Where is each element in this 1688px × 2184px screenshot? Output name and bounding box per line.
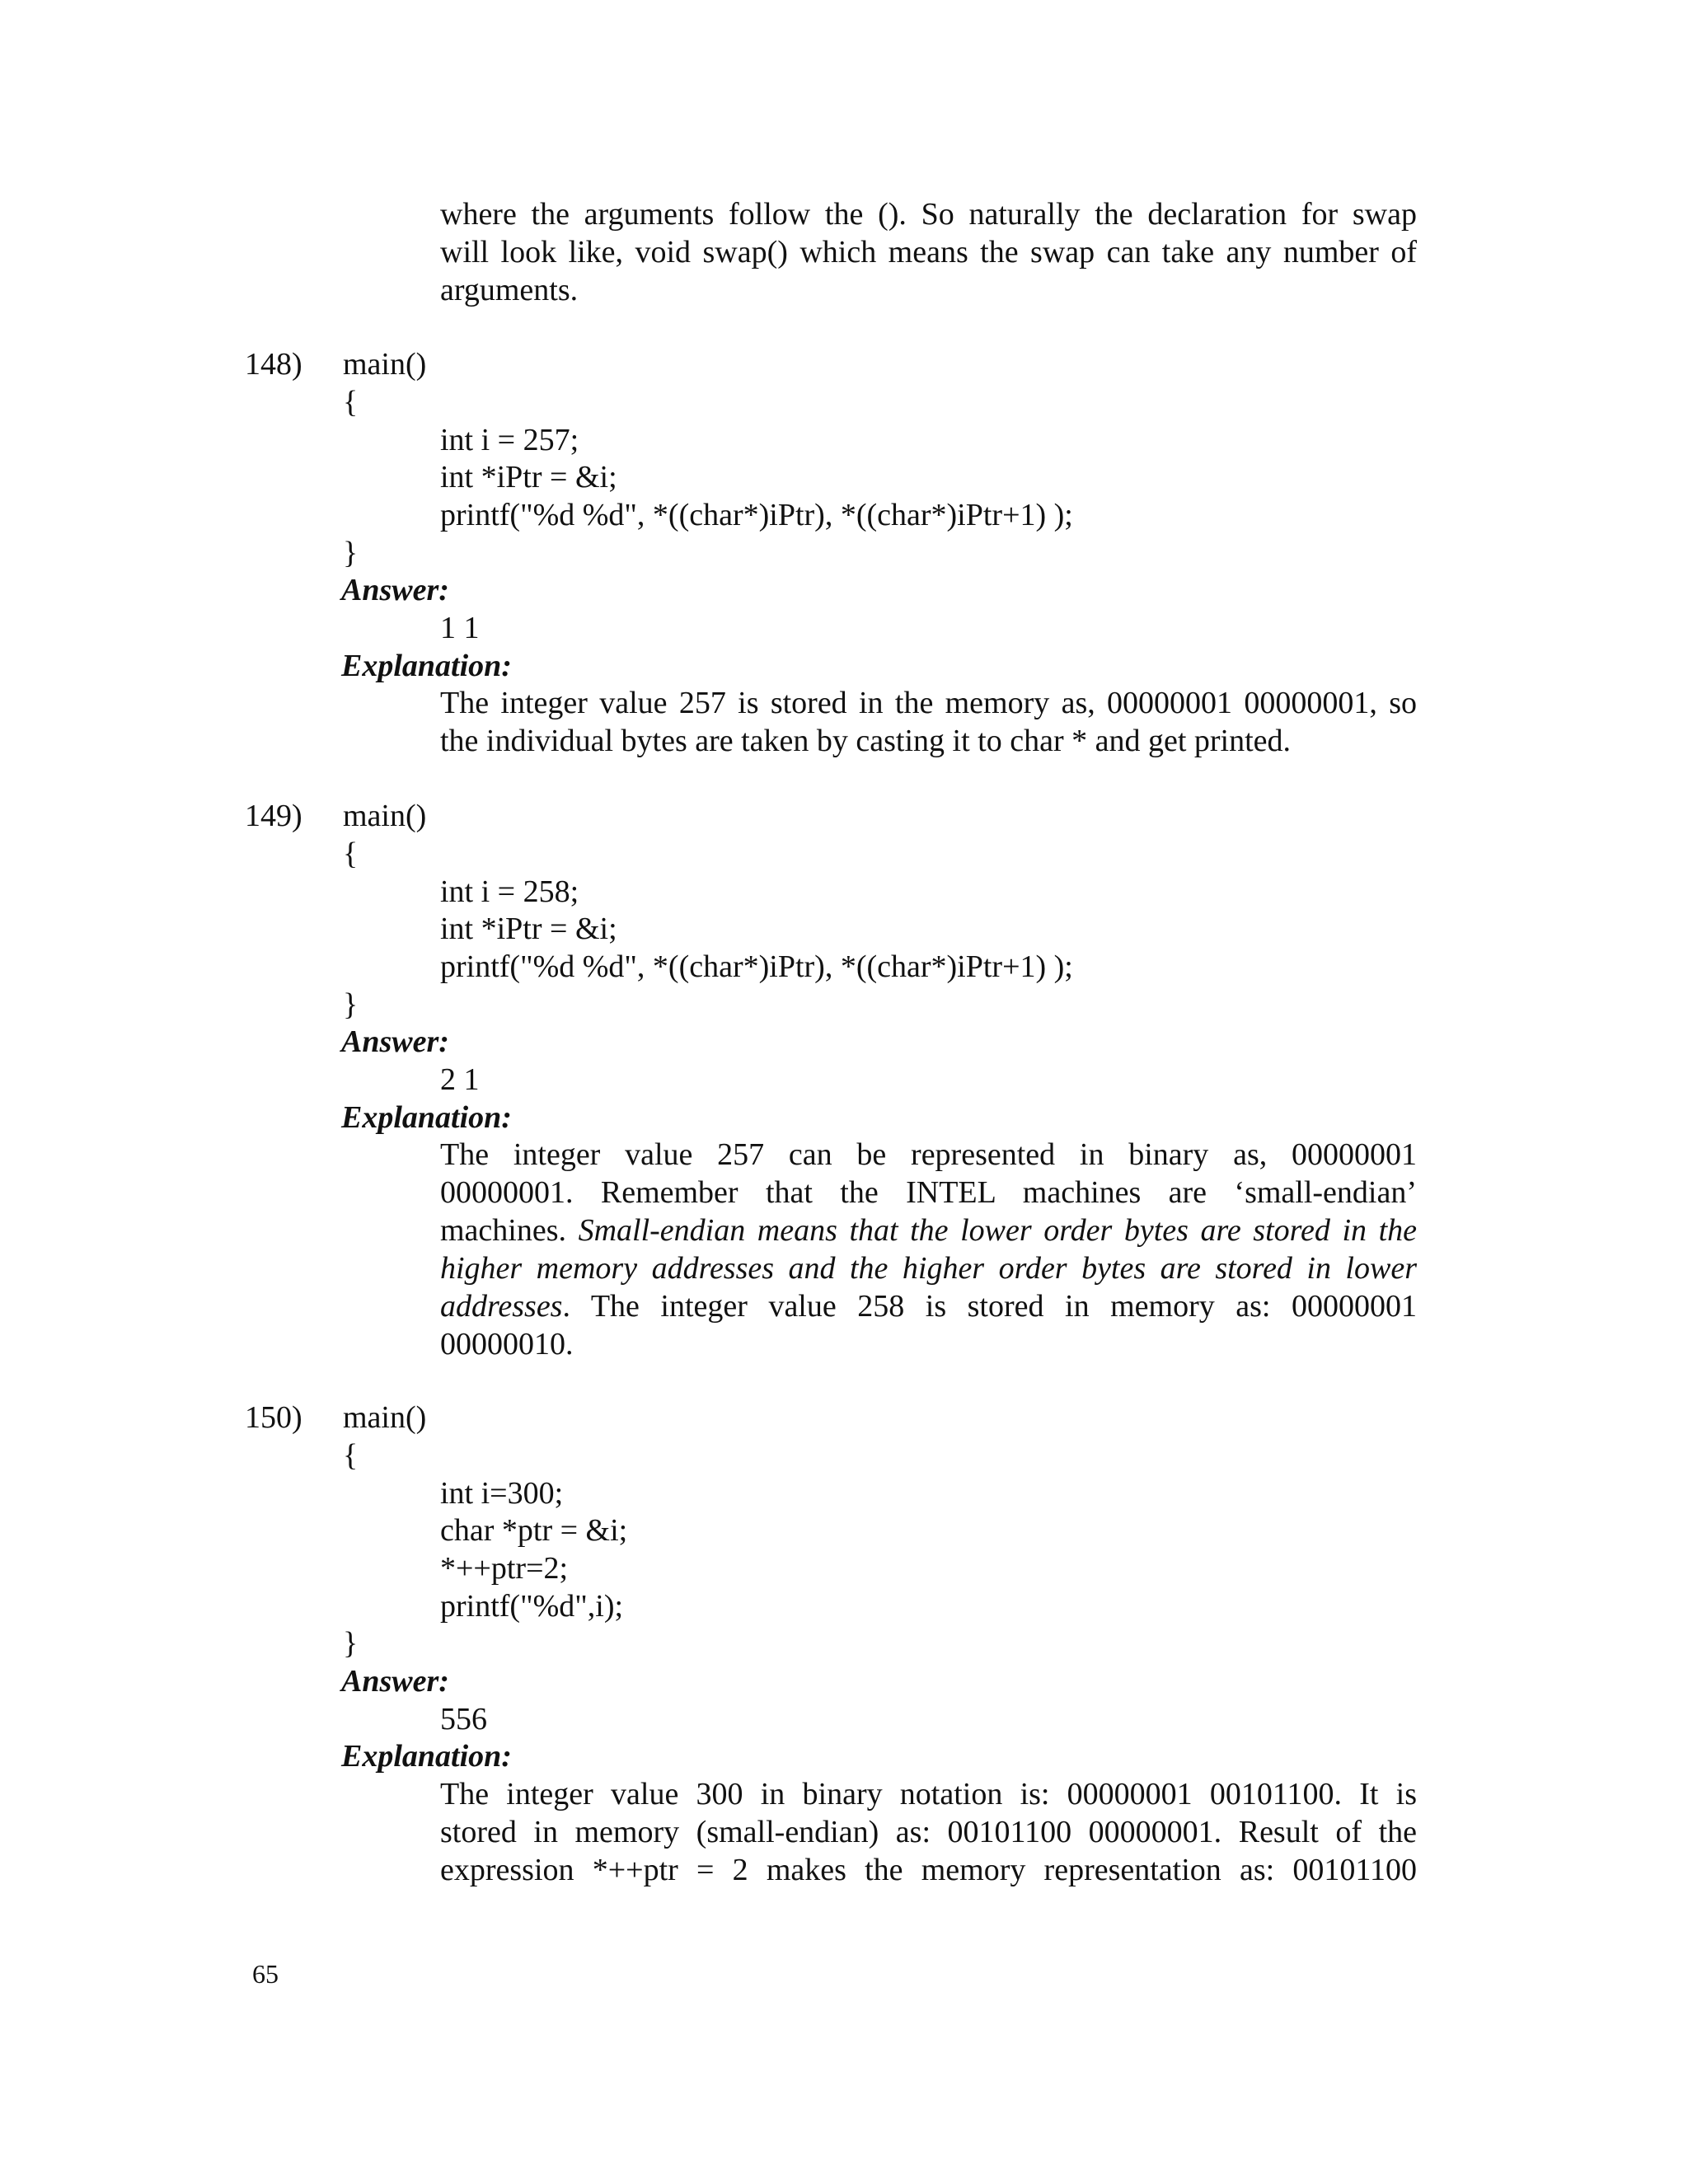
close-brace: }	[343, 1626, 359, 1661]
explanation-line: The integer value 257 is stored in the memory as, 00000001 00000001, so	[440, 686, 1417, 720]
explanation-label: Explanation:	[341, 1100, 512, 1135]
code-line: int i=300;	[440, 1476, 564, 1511]
code-line: int *iPtr = &i;	[440, 912, 617, 946]
code-line: printf("%d %d", *((char*)iPtr), *((char*)iPtr+1) );	[440, 949, 1073, 984]
close-brace: }	[343, 536, 359, 570]
code-line: int i = 257;	[440, 423, 579, 457]
code-line: printf("%d %d", *((char*)iPtr), *((char*)iPtr+1) );	[440, 498, 1073, 532]
intro-paragraph	[440, 195, 1417, 309]
explanation-line: 00000001. Remember that the INTEL machines are ‘small-endian’	[440, 1175, 1417, 1210]
explanation-label: Explanation:	[341, 649, 512, 683]
question-number: 149)	[245, 799, 302, 833]
explanation-line	[440, 1212, 1417, 1249]
explanation-line: The integer value 257 can be represented in binary as, 00000001	[440, 1137, 1417, 1172]
intro-line: arguments.	[440, 273, 579, 307]
explanation-italic-segment: Small-endian means that the lower order bytes are stored in the	[578, 1213, 1417, 1248]
intro-line: will look like, void swap() which means the swap can take any number of	[440, 235, 1417, 269]
question-number: 148)	[245, 347, 302, 382]
close-brace: }	[343, 987, 359, 1022]
question-number: 150)	[245, 1400, 302, 1435]
explanation-text	[440, 1775, 1417, 1889]
answer-label: Answer:	[341, 1664, 449, 1699]
explanation-line: 00000010.	[440, 1327, 574, 1361]
intro-line: where the arguments follow the (). So naturally the declaration for swap	[440, 197, 1417, 232]
open-brace: {	[343, 1438, 359, 1473]
code-line: char *ptr = &i;	[440, 1513, 628, 1548]
answer-value: 556	[440, 1702, 487, 1736]
explanation-line: the individual bytes are taken by casting it to char * and get printed.	[440, 724, 1292, 758]
explanation-line: The integer value 300 in binary notation is: 00000001 00101100. It is	[440, 1777, 1417, 1811]
answer-value: 1 1	[440, 611, 480, 645]
explanation-line	[440, 1249, 1417, 1287]
explanation-text	[440, 684, 1417, 760]
answer-label: Answer:	[341, 1024, 449, 1059]
open-brace: {	[343, 837, 359, 871]
page-number: 65	[252, 1959, 279, 1989]
code-line: printf("%d",i);	[440, 1589, 624, 1624]
explanation-text	[440, 1136, 1417, 1363]
open-brace: {	[343, 385, 359, 419]
code-line: int *iPtr = &i;	[440, 460, 617, 494]
explanation-label: Explanation:	[341, 1739, 512, 1774]
code-line: *++ptr=2;	[440, 1551, 569, 1586]
answer-value: 2 1	[440, 1062, 480, 1097]
function-header: main()	[343, 1400, 427, 1435]
explanation-segment: . The integer value 258 is stored in memory as: 00000001	[562, 1289, 1417, 1324]
explanation-line: stored in memory (small-endian) as: 00101100 00000001. Result of the	[440, 1815, 1417, 1849]
explanation-line: expression *++ptr = 2 makes the memory representation as: 00101100	[440, 1853, 1417, 1887]
function-header: main()	[343, 799, 427, 833]
explanation-line	[440, 1287, 1417, 1325]
explanation-segment: machines.	[440, 1213, 579, 1248]
explanation-italic-segment: addresses	[440, 1289, 563, 1324]
answer-label: Answer:	[341, 573, 449, 607]
function-header: main()	[343, 347, 427, 382]
explanation-italic-segment: higher memory addresses and the higher order bytes are stored in lower	[440, 1251, 1417, 1286]
code-line: int i = 258;	[440, 874, 579, 909]
